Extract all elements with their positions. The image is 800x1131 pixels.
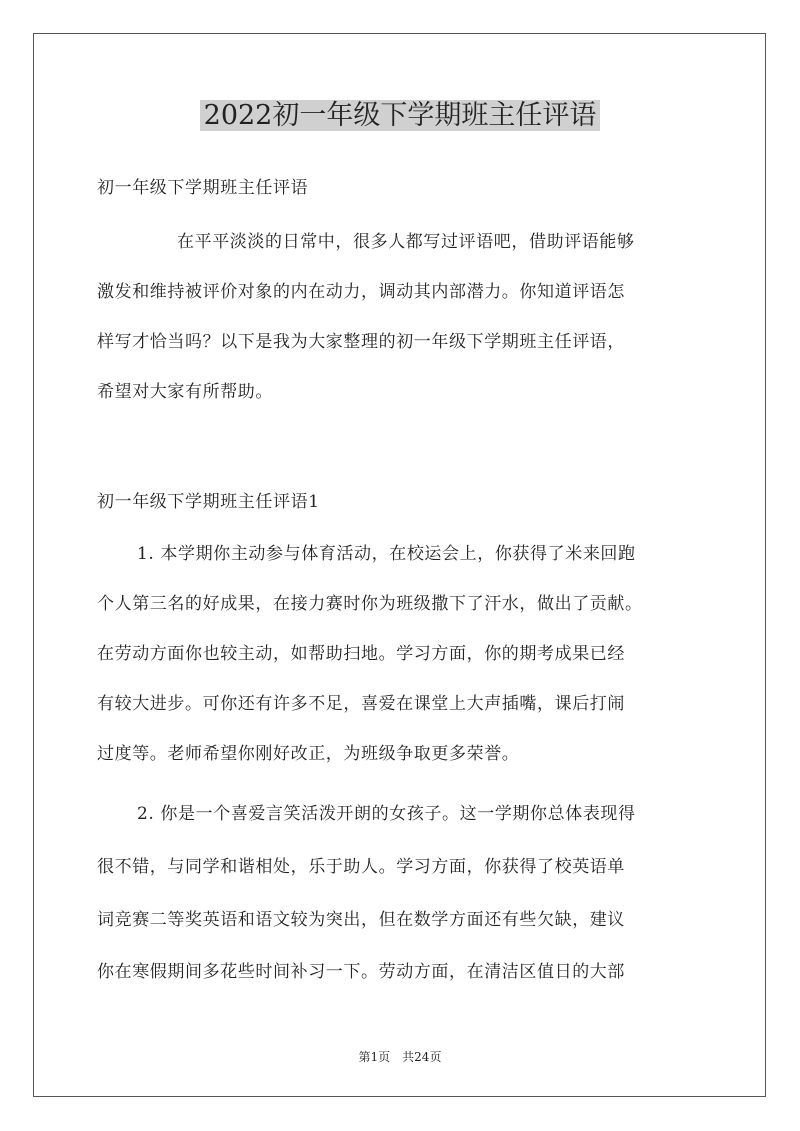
intro-line: 在平平淡淡的日常中，很多人都写过评语吧，借助评语能够 xyxy=(177,232,635,252)
section-heading: 初一年级下学期班主任评语1 xyxy=(97,492,320,512)
item2-line: 很不错，与同学和谐相处，乐于助人。学习方面，你获得了校英语单 xyxy=(97,857,625,877)
item1-line: 在劳动方面你也较主动，如帮助扫地。学习方面，你的期考成果已经 xyxy=(97,644,625,664)
item1-line: 过度等。老师希望你刚好改正，为班级争取更多荣誉。 xyxy=(97,744,520,764)
document-title xyxy=(0,96,800,136)
item1-line: 个人第三名的好成果，在接力赛时你为班级撒下了汗水，做出了贡献。 xyxy=(97,594,643,614)
page-total: 共24页 xyxy=(402,1050,442,1064)
subtitle: 初一年级下学期班主任评语 xyxy=(97,178,309,198)
page-number: 第1页 xyxy=(358,1050,391,1064)
intro-line: 样写才恰当吗？以下是我为大家整理的初一年级下学期班主任评语， xyxy=(97,332,625,352)
item1-line: 1. 本学期你主动参与体育活动，在校运会上，你获得了米来回跑 xyxy=(137,544,636,564)
item2-line: 2. 你是一个喜爱言笑活泼开朗的女孩子。这一学期你总体表现得 xyxy=(137,804,636,824)
intro-line: 激发和维持被评价对象的内在动力，调动其内部潜力。你知道评语怎 xyxy=(97,282,625,302)
intro-line: 希望对大家有所帮助。 xyxy=(97,382,273,402)
page-footer xyxy=(0,1048,800,1065)
title-text: 2022初一年级下学期班主任评语 xyxy=(200,100,601,131)
item2-line: 词竞赛二等奖英语和语文较为突出，但在数学方面还有些欠缺，建议 xyxy=(97,910,625,930)
item1-line: 有较大进步。可你还有许多不足，喜爱在课堂上大声插嘴，课后打闹 xyxy=(97,694,625,714)
item2-line: 你在寒假期间多花些时间补习一下。劳动方面，在清洁区值日的大部 xyxy=(97,962,625,982)
